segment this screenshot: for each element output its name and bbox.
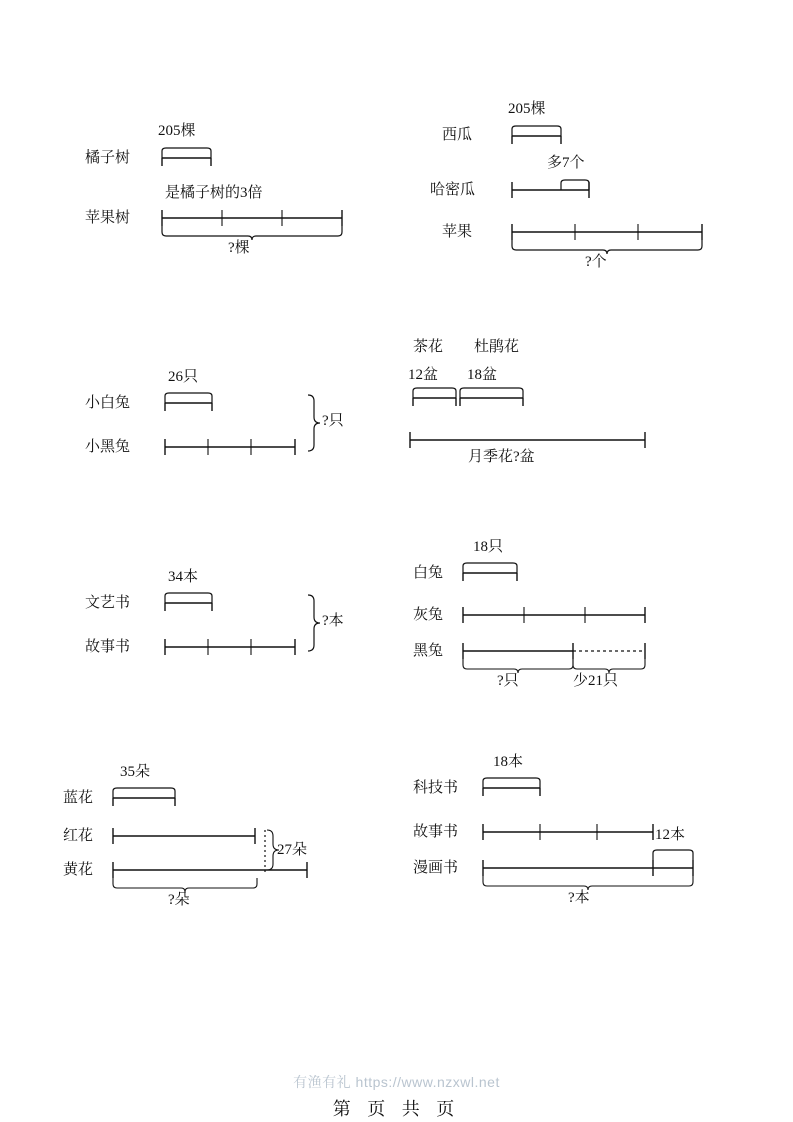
label-yellow-flower-name: 黄花 [63, 862, 94, 878]
label-science-book-name: 科技书 [413, 780, 459, 796]
label-white-rabbit2-value: 18只 [473, 539, 504, 555]
label-red-flower-extra: 27朵 [277, 842, 308, 858]
label-camellia-name: 茶花 [413, 339, 444, 355]
label-azalea-value: 18盆 [467, 367, 498, 383]
label-apple-name: 苹果 [442, 224, 473, 240]
label-literature-book-name: 文艺书 [85, 595, 131, 611]
label-black-rabbit2-extra: 少21只 [573, 673, 619, 689]
label-blue-flower-name: 蓝花 [63, 790, 94, 806]
label-comic-book-name: 漫画书 [413, 860, 459, 876]
label-apple-question: ?个 [585, 254, 607, 270]
label-comic-book-extra: 12本 [655, 827, 686, 843]
label-story-book-name: 故事书 [85, 639, 131, 655]
label-grey-rabbit-name: 灰兔 [413, 607, 444, 623]
label-black-rabbit2-name: 黑兔 [413, 643, 444, 659]
diagram-watermelon-hami-apple [430, 98, 720, 268]
diagram-blue-red-yellow-flowers [55, 760, 345, 910]
label-apple-tree-question: ?棵 [228, 240, 250, 256]
label-red-flower-name: 红花 [63, 828, 94, 844]
label-hami-name: 哈密瓜 [430, 182, 476, 198]
label-watermelon-value: 205棵 [508, 101, 546, 117]
label-story-book2-name: 故事书 [413, 824, 459, 840]
diagram-science-story-comic-books [405, 750, 705, 920]
diagram-orange-apple-trees [80, 118, 380, 268]
label-watermelon-name: 西瓜 [442, 127, 473, 143]
label-black-rabbit2-question: ?只 [497, 673, 519, 689]
label-hami-extra: 多7个 [547, 155, 585, 171]
watermark-text: 有渔有礼 https://www.nzxwl.net [293, 1074, 500, 1090]
label-rabbits-total: ?只 [322, 413, 344, 429]
label-black-rabbit-name: 小黑兔 [85, 439, 131, 455]
label-apple-tree-name: 苹果树 [85, 210, 131, 226]
diagram-white-black-rabbits [80, 365, 370, 475]
label-orange-tree-name: 橘子树 [85, 150, 131, 166]
diagram-camellia-azalea-rose [405, 340, 665, 475]
label-white-rabbit-value: 26只 [168, 369, 199, 385]
diagram-literature-story-books [80, 565, 370, 675]
label-rose-question: 月季花?盆 [468, 449, 535, 465]
label-yellow-flower-question: ?朵 [168, 892, 190, 908]
label-azalea-name: 杜鹃花 [474, 339, 520, 355]
diagram-white-grey-black-rabbits [405, 535, 695, 695]
label-white-rabbit2-name: 白兔 [413, 565, 444, 581]
label-orange-tree-value: 205棵 [158, 123, 196, 139]
label-literature-book-value: 34本 [168, 569, 199, 585]
page-number-footer: 第 页 共 页 [332, 1099, 461, 1119]
label-apple-tree-top: 是橘子树的3倍 [165, 185, 263, 201]
label-white-rabbit-name: 小白兔 [85, 395, 131, 411]
label-science-book-value: 18本 [493, 754, 524, 770]
label-comic-book-question: ?本 [568, 890, 590, 906]
label-camellia-value: 12盆 [408, 367, 439, 383]
label-books-total: ?本 [322, 613, 344, 629]
label-blue-flower-value: 35朵 [120, 764, 151, 780]
